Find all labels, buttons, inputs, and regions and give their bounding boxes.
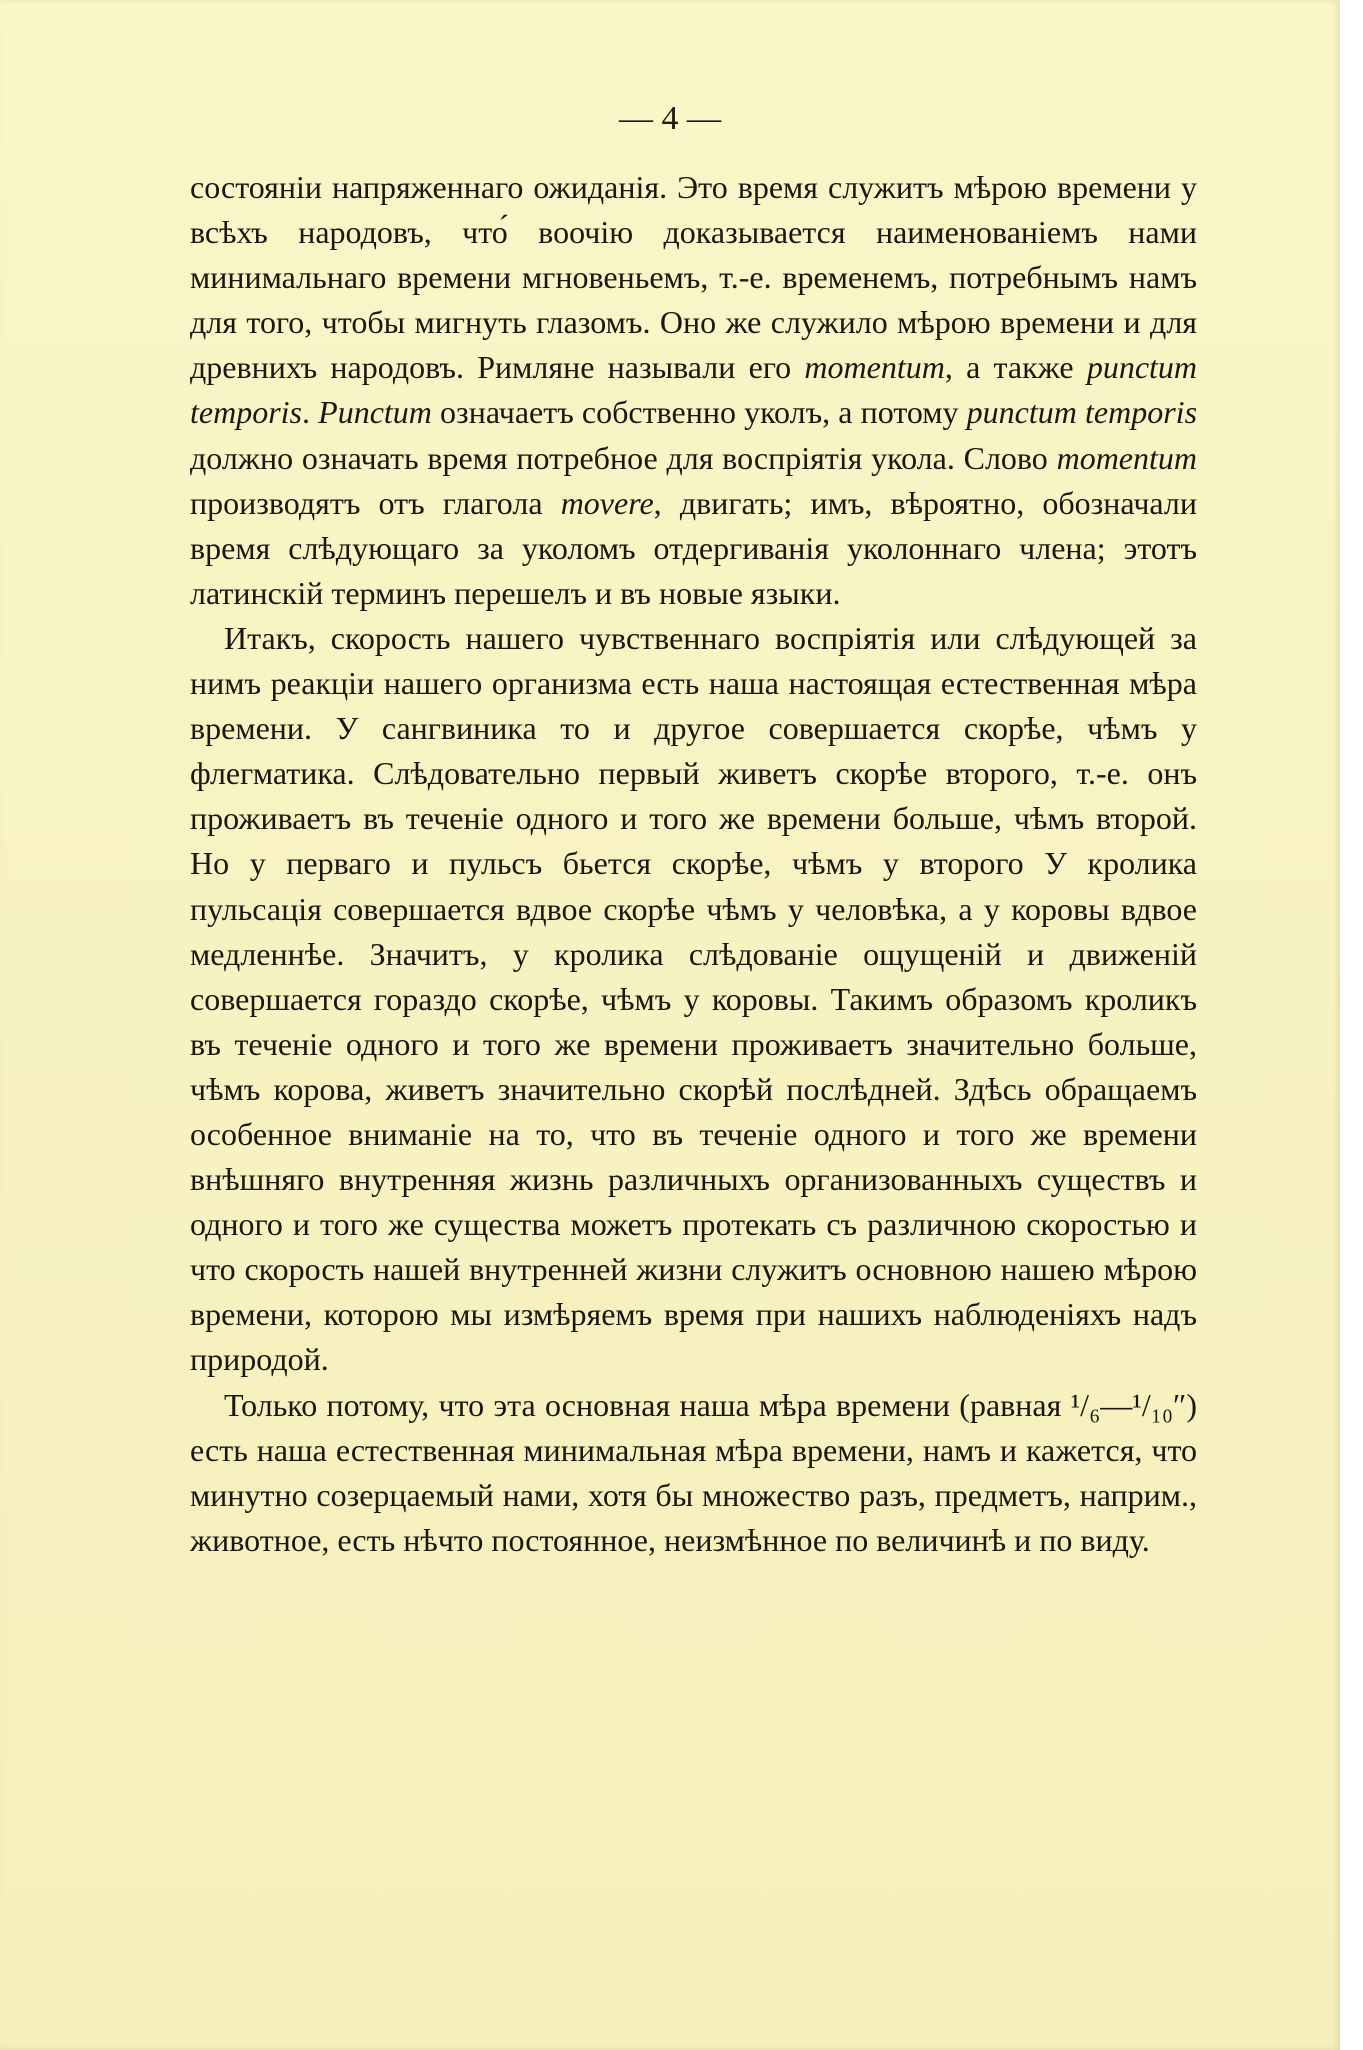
paragraph [190,165,1197,616]
text-run: должно означать время потребное для воспрiятiя укола. Слово [190,439,1057,476]
paragraph [190,616,1197,1383]
text-run: производятъ отъ глагола [190,484,561,521]
paragraph [190,1383,1197,1563]
latin-term: movere [560,484,654,521]
text-run: Только потому, что эта основная наша мѣра времени (равная ¹/₆—¹/₁₀″) есть наша естественная минимальная мѣра времени, намъ и кажется, что минутно созерцаемый нами, хотя бы множество разъ, предметъ, наприм., животное, есть нѣчто постоянное, неизмѣнное по величинѣ и по виду. [190,1386,1197,1558]
latin-term: momentum [1056,439,1197,476]
latin-term: punctum temporis [190,349,1198,431]
latin-term: Punctum [318,394,432,431]
latin-term: momentum [804,349,945,386]
text-run: , двигать; имъ, вѣроятно, обозначали время слѣдующаго за уколомъ отдергиванiя уколоннаго члена; этотъ латинскiй терминъ перешелъ и въ новые языки. [190,484,1198,611]
text-run: , а также [944,349,1087,386]
text-run: Итакъ, скорость нашего чувственнаго воспрiятiя или слѣдующей за нимъ реакцiи нашего организма есть наша настоящая естественная мѣра времени. У сангвиника то и другое совершается скорѣе, чѣмъ у флегматика. Слѣдовательно первый живетъ скорѣе второго, т.-е. онъ проживаетъ въ теченiе одного и того же времени больше, чѣмъ второй. Но у перваго и пульсъ бьется скорѣе, чѣмъ у второго У кролика пульсацiя совершается вдвое скорѣе чѣмъ у человѣка, а у коровы вдвое медленнѣе. Значитъ, у кролика слѣдованiе ощущенiй и движенiй совершается гораздо скорѣе, чѣмъ у коровы. Такимъ образомъ кроликъ въ теченiе одного и того же времени проживаетъ значительно больше, чѣмъ корова, живетъ значительно скорѣй послѣдней. Здѣсь обращаемъ особенное вниманiе на то, что въ теченiе одного и того же времени внѣшняго внутренняя жизнь различныхъ организованныхъ существъ и одного и того же существа можетъ протекать съ различною скоростью и что скорость нашей внутренней жизни служитъ основною нашею мѣрою времени, которою мы измѣряемъ время при нашихъ наблюденiяхъ надъ природой. [190,619,1197,1378]
page-number: — 4 — [619,100,721,137]
latin-term: punctum temporis [966,394,1198,431]
text-run: . [302,394,319,431]
body-text [190,165,1197,1563]
text-run: состоянiи напряженнаго ожиданiя. Это время служитъ мѣрою времени у всѣхъ народовъ, что́ воочiю доказывается наименованiемъ нами минимальнаго времени мгновеньемъ, т.-е. временемъ, потребнымъ намъ для того, чтобы мигнуть глазомъ. Оно же служило мѣрою времени и для древнихъ народовъ. Римляне называли его [190,169,1197,386]
page-edge [1340,0,1363,2050]
text-run: означаетъ собственно уколъ, а потому [431,394,967,431]
